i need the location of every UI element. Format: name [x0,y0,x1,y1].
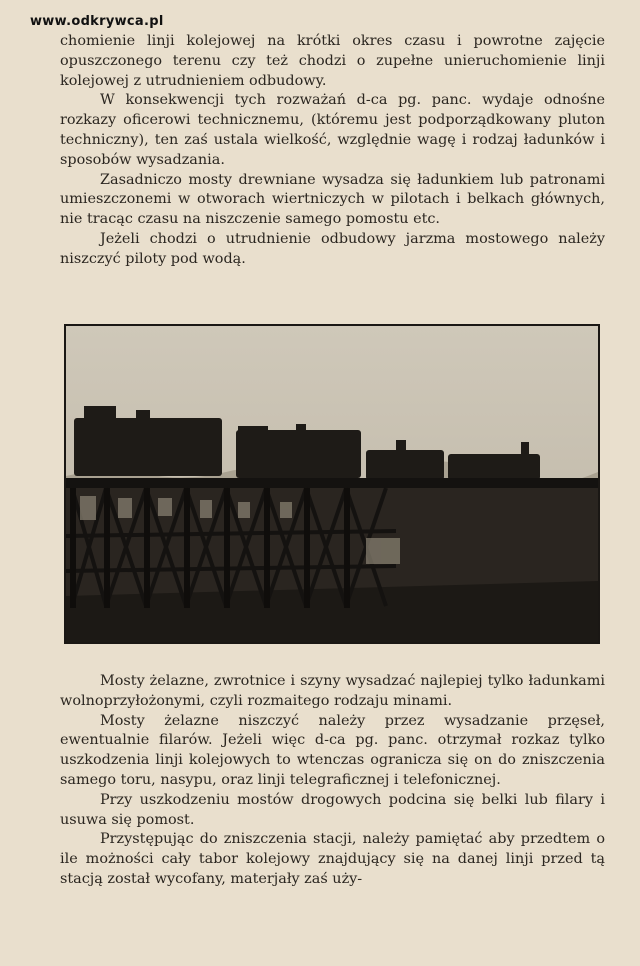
photo-armored-train-on-trestle-bridge [64,324,600,644]
watermark: www.odkrywca.pl [30,14,164,29]
text-block-top [60,32,605,270]
paragraph: Przy uszkodzeniu mostów drogowych podcina się belki lub filary i usuwa się pomost. [60,791,605,828]
paragraph: Jeżeli chodzi o utrudnienie odbudowy jarzma mostowego należy niszczyć piloty pod wodą. [60,230,605,267]
paragraph: Przystępując do zniszczenia stacji, należy pamiętać aby przedtem o ile możności cały tabor kolejowy znajdujący się na danej linji przed tą stacją został wycofany, materjały zaś uży- [60,831,605,887]
paragraph: W konsekwencji tych rozważań d-ca pg. panc. wydaje odnośne rozkazy oficerowi technicznemu, (któremu jest podporządkowany pluton techniczny), ten zaś ustala wielkość, względnie wagę i rodzaj ładunków i sposobów wysadzania. [60,92,605,168]
text-block-bottom [60,672,605,890]
paragraph: Zasadniczo mosty drewniane wysadza się ładunkiem lub patronami umieszczonemi w otworach wiertniczych w pilotach i belkach głównych, nie tracąc czasu na niszczenie samego pomostu etc. [60,171,605,228]
paragraph: Mosty żelazne, zwrotnice i szyny wysadzać najlepiej tylko ładunkami wolnoprzyłożonymi, czyli rozmaitego rodzaju minami. [60,673,605,709]
paragraph: Mosty żelazne niszczyć należy przez wysadzanie przęseł, ewentualnie filarów. Jeżeli więc d-ca pg. panc. otrzymał rozkaz tylko uszkodzenia linji kolejowych to wtenczas ogranicza się on do zniszczenia samego toru, nasypu, oraz linji telegraficznej i telefonicznej. [60,712,605,788]
paragraph: chomienie linji kolejowej na krótki okres czasu i powrotne zajęcie opuszczonego terenu czy też chodzi o zupełne unieruchomienie linji kolejowej z utrudnieniem odbudowy. [60,33,605,89]
